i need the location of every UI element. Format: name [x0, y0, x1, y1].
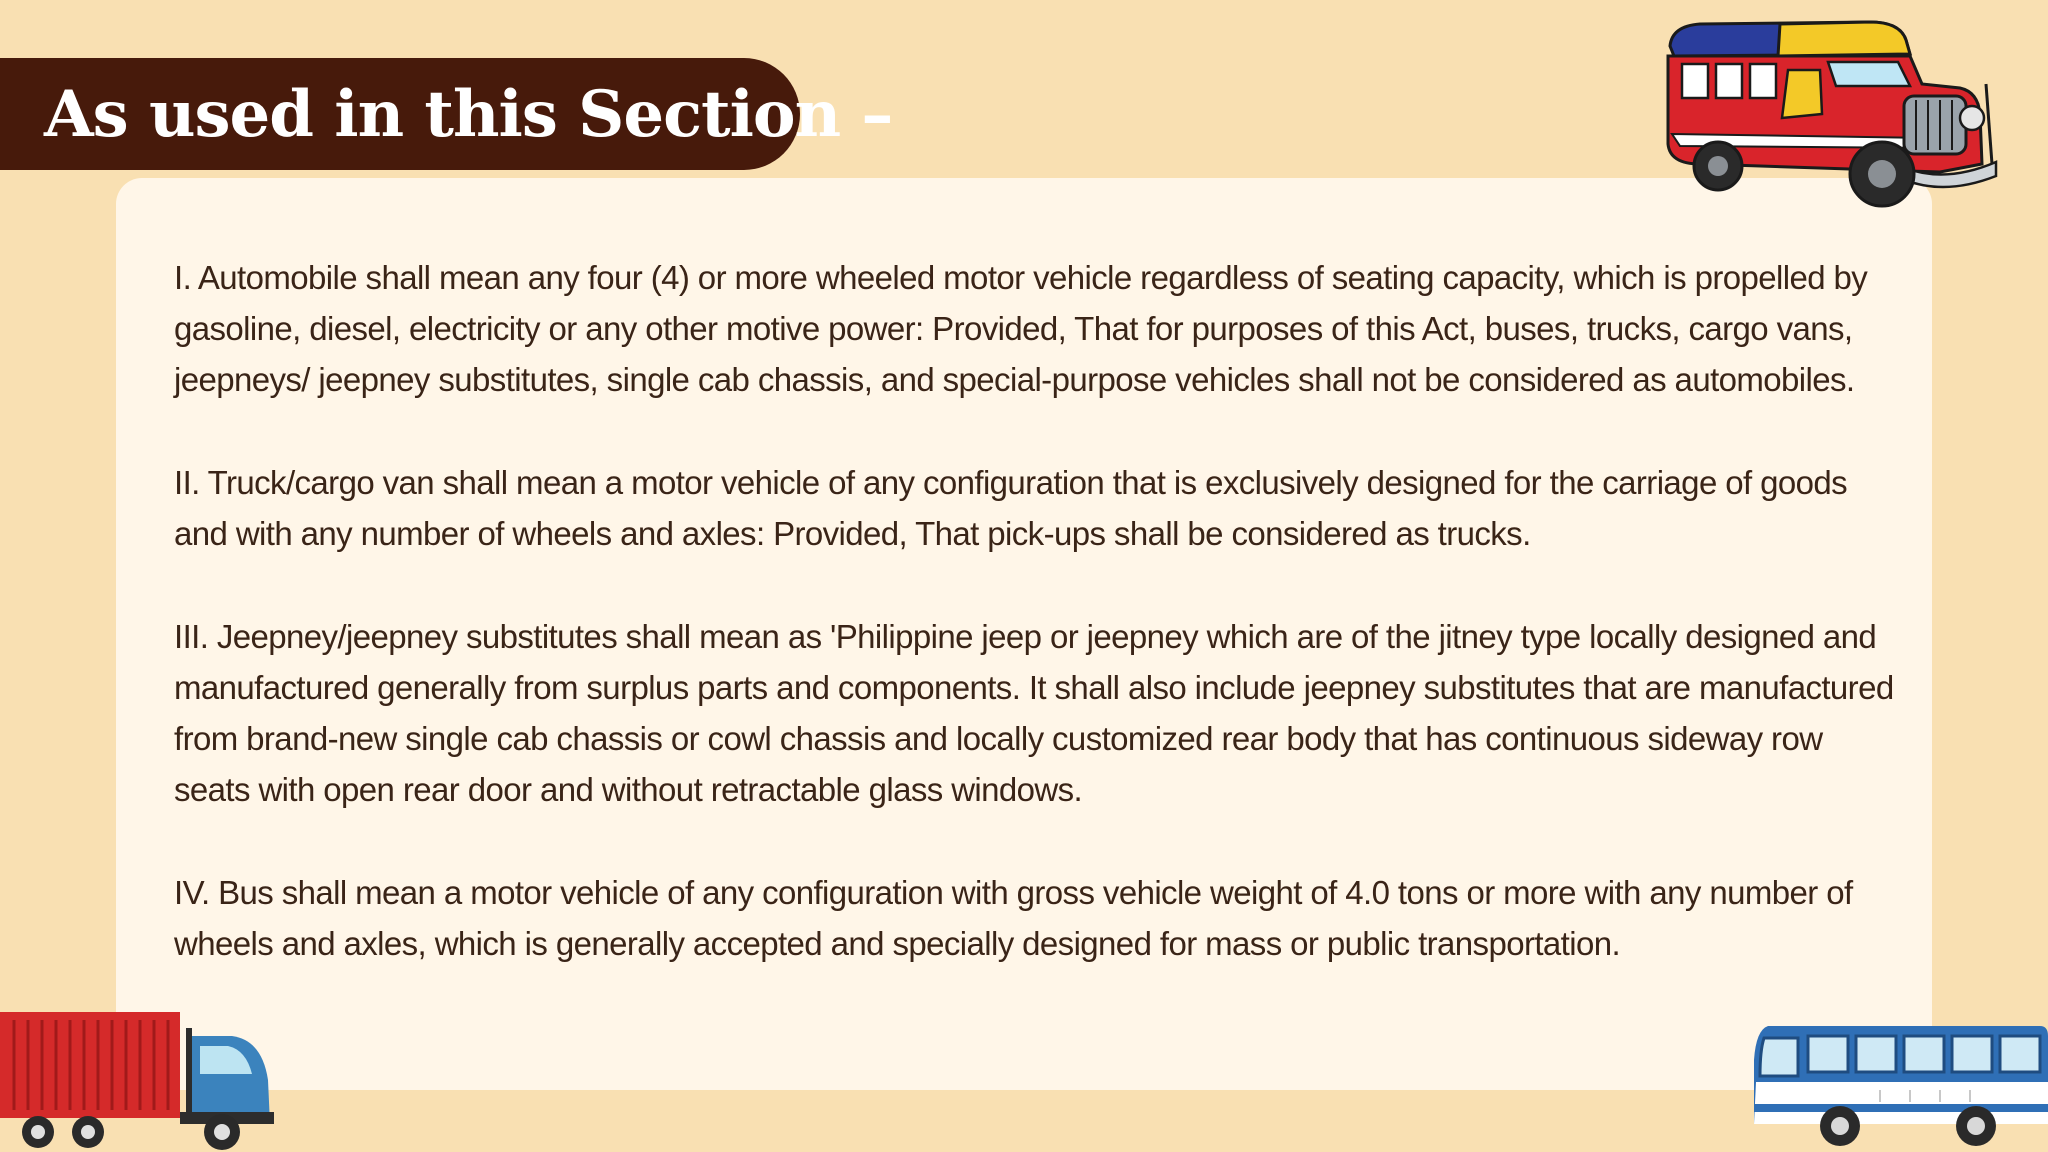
slide-title: As used in this Section – — [44, 76, 893, 152]
bus-illustration — [1750, 1020, 2048, 1152]
definition-truck-cargo-van: II. Truck/cargo van shall mean a motor vehicle of any configuration that is exclusively designed for the carriage of goods and with any number of wheels and axles: Provided, That pick-ups shall be considered as trucks. — [174, 464, 1848, 552]
definition-automobile: I. Automobile shall mean any four (4) or more wheeled motor vehicle regardless of seating capacity, which is propelled by gasoline, diesel, electricity or any other motive power: Provided, That for purposes of this Act, buses, trucks, cargo vans, jeepneys/ jeepney substitutes, single cab chassis, and special-purpose vehicles shall not be considered as automobiles. — [174, 259, 1868, 398]
cargo-truck-illustration — [0, 1000, 276, 1152]
definitions-text — [174, 252, 1894, 969]
jeepney-illustration — [1660, 14, 2000, 214]
title-banner — [0, 58, 893, 170]
definition-jeepney: III. Jeepney/jeepney substitutes shall mean as 'Philippine jeep or jeepney which are of the jitney type locally designed and manufactured generally from surplus parts and components. It shall also include jeepney substitutes that are manufactured from brand-new single cab chassis or cowl chassis and locally customized rear body that has continuous sideway row seats with open rear door and without retractable glass windows. — [174, 618, 1894, 808]
definition-bus: IV. Bus shall mean a motor vehicle of any configuration with gross vehicle weight of 4.0 tons or more with any number of wheels and axles, which is generally accepted and specially designed for mass or public transportation. — [174, 874, 1853, 962]
